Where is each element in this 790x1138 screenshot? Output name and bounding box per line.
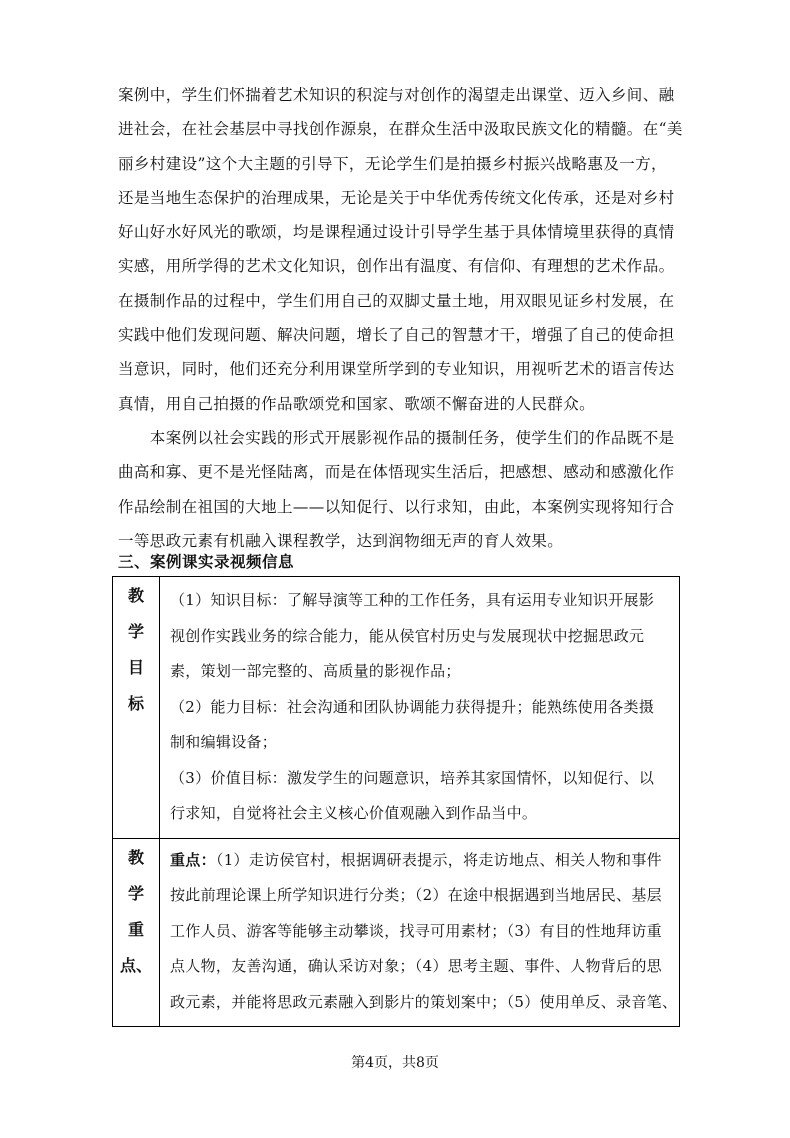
- text-line: 实践中他们发现问题、解决问题，增长了自己的智慧才干，增强了自己的使命担: [118, 326, 675, 345]
- text-line: 视创作实践业务的综合能力，能从侯官村历史与发展现状中挖掘思政元: [170, 626, 645, 645]
- text-line: （1）知识目标：了解导演等工种的工作任务，具有运用专业知识开展影: [170, 591, 655, 609]
- section-heading: 三、案例课实录视频信息: [118, 553, 295, 571]
- text-line: 一等思政元素有机融入课程教学，达到润物细无声的育人效果。: [118, 531, 564, 550]
- text-line: 制和编辑设备；: [170, 733, 278, 751]
- label-char: 学: [127, 883, 144, 903]
- table-row-key-points: [113, 838, 680, 1027]
- info-table: [112, 576, 680, 1027]
- text-line: 还是当地生态保护的治理成果，无论是关于中华优秀传统文化传承，还是对乡村: [118, 188, 675, 207]
- objectives-content: [160, 577, 680, 839]
- row-label-key-points: [113, 838, 160, 1027]
- label-char: 教: [127, 586, 144, 605]
- text-line: 实感，用所学得的艺术文化知识，创作出有温度、有信仰、有理想的艺术作品。: [118, 257, 675, 276]
- text-line: 本案例以社会实践的形式开展影视作品的摄制任务，使学生们的作品既不是: [118, 428, 675, 447]
- text-line: 素，策划一部完整的、高质量的影视作品；: [170, 662, 461, 680]
- body-text: [118, 78, 683, 558]
- text-line: 曲高和寡、更不是光怪陆离，而是在体悟现实生活后，把感想、感动和感激化作: [118, 463, 675, 482]
- text-line: 进社会，在社会基层中寻找创作源泉，在群众生活中汲取民族文化的精髓。在“美: [118, 120, 683, 139]
- text-line: 工作人员、游客等能够主动攀谈，找寻可用素材；（3）有目的性地拜访重: [170, 921, 662, 940]
- text-line: （3）价值目标：激发学生的问题意识，培养其家国情怀，以知促行、以: [170, 768, 655, 787]
- label-char: 标: [127, 694, 144, 713]
- text-line: 按此前理论课上所学知识进行分类；（2）在途中根据遇到当地居民、基层: [170, 886, 662, 904]
- text-line: 政元素，并能将思政元素融入到影片的策划案中；（5）使用单反、录音笔、: [170, 992, 678, 1011]
- key-points-first-line: （1）走访侯官村，根据调研表提示，将走访地点、相关人物和事件: [215, 850, 662, 869]
- text-line: 好山好水好风光的歌颂，均是课程通过设计引导学生基于具体情境里获得的真情: [118, 223, 675, 242]
- text-line: 在摄制作品的过程中，学生们用自己的双脚丈量土地，用双眼见证乡村发展，在: [118, 291, 675, 310]
- text-line: 行求知，自觉将社会主义核心价值观融入到作品当中。: [170, 804, 538, 822]
- table-row-objectives: [113, 577, 680, 839]
- text-line: 案例中，学生们怀揣着艺术知识的积淀与对创作的渴望走出课堂、迈入乡间、融: [118, 86, 675, 104]
- label-char: 目: [127, 658, 144, 677]
- key-points-content: [160, 838, 680, 1027]
- key-points-lead: 重点：: [170, 850, 216, 869]
- page-number: 第4页，共8页: [351, 1055, 439, 1071]
- text-line: 点人物，友善沟通，确认采访对象；（4）思考主题、事件、人物背后的思: [170, 957, 662, 975]
- text-line: 真情，用自己拍摄的作品歌颂党和国家、歌颂不懈奋进的人民群众。: [118, 394, 596, 413]
- label-char: 点、: [119, 955, 152, 975]
- text-line: 丽乡村建设”这个大主题的引导下，无论学生们是拍摄乡村振兴战略惠及一方，: [118, 154, 667, 173]
- label-char: 教: [127, 847, 144, 867]
- text-line: [170, 843, 671, 879]
- label-char: 重: [127, 919, 144, 939]
- text-line: 当意识，同时，他们还充分利用课堂所学到的专业知识，用视听艺术的语言传达: [118, 360, 675, 379]
- text-line: （2）能力目标：社会沟通和团队协调能力获得提升；能熟练使用各类摄: [170, 697, 655, 716]
- row-label-objectives: [113, 577, 160, 839]
- label-char: 学: [127, 622, 144, 641]
- text-line: 作品绘制在祖国的大地上——以知促行、以行求知，由此，本案例实现将知行合: [118, 497, 675, 516]
